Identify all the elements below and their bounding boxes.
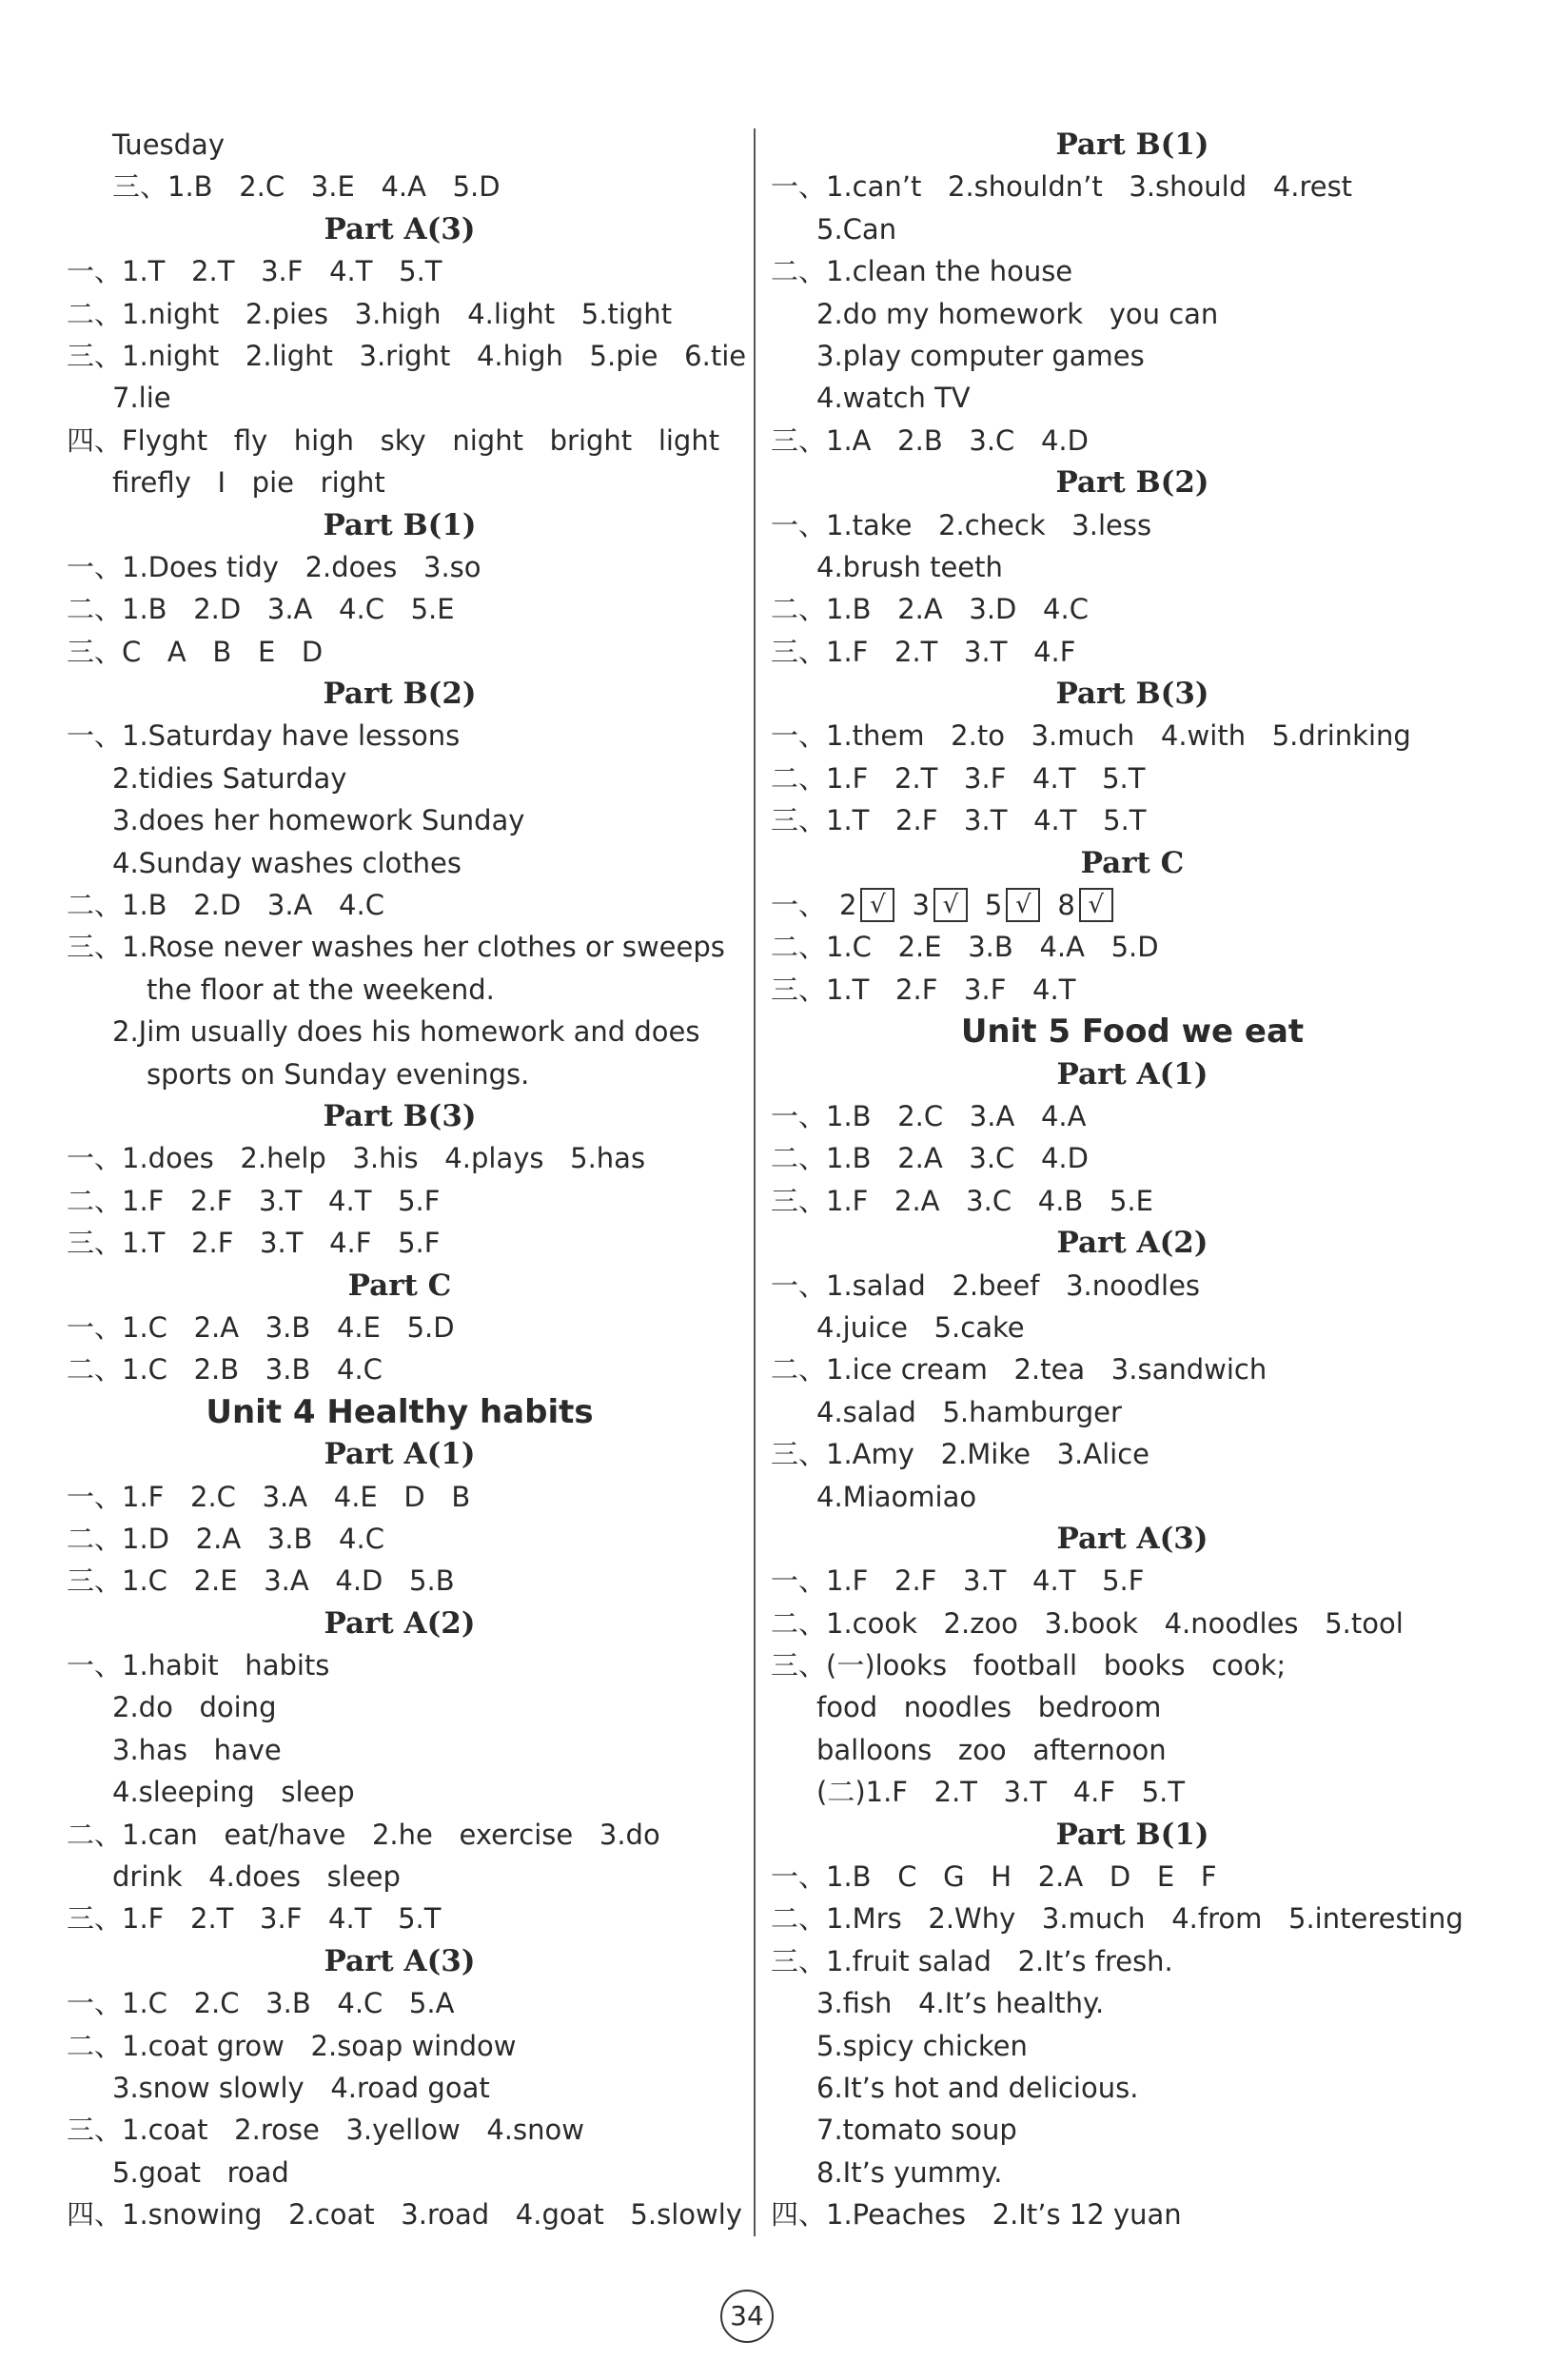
answer-line: [771, 250, 1494, 292]
answer-text: 3.fish 4.It’s healthy.: [816, 1987, 1105, 2020]
answer-text: Tuesday: [112, 128, 225, 161]
answer-line: [771, 1476, 1494, 1518]
answer-text: 二、1.coat grow 2.soap window: [67, 2029, 517, 2062]
answer-text: 一、1.take 2.check 3.less: [771, 508, 1152, 541]
section-heading: Part A(1): [324, 1437, 476, 1472]
answer-line: [67, 1011, 733, 1052]
answer-text: 一、1.can’t 2.shouldn’t 3.should 4.rest: [771, 170, 1353, 204]
answer-line: [67, 546, 733, 588]
answer-line: [67, 1686, 733, 1728]
answer-text: 二、1.F 2.T 3.F 4.T 5.T: [771, 761, 1146, 795]
answer-text: 3.play computer games: [816, 339, 1145, 372]
answer-line: [67, 884, 733, 926]
answer-text: 2.do doing: [112, 1691, 277, 1724]
unit-title: Unit 5 Food we eat: [960, 1013, 1305, 1052]
answer-line: [771, 1391, 1494, 1433]
answer-text: the floor at the weekend.: [147, 973, 495, 1006]
answer-line: [771, 335, 1494, 377]
answer-line: [771, 715, 1494, 757]
answer-line: [67, 631, 733, 673]
right-column: [771, 124, 1494, 2236]
answer-text: 二、1.D 2.A 3.B 4.C: [67, 1522, 384, 1555]
answer-line: [67, 799, 733, 841]
answer-text: drink 4.does sleep: [112, 1860, 401, 1894]
answer-line: [771, 884, 1494, 926]
answer-text: 4.juice 5.cake: [816, 1310, 1025, 1344]
answer-text: 二、1.can eat/have 2.he exercise 3.do: [67, 1818, 660, 1851]
answer-text: 三、1.Rose never washes her clothes or sweeps: [67, 931, 725, 964]
answer-line: [67, 969, 733, 1011]
answer-text: 三、C A B E D: [67, 635, 324, 668]
answer-line: [67, 757, 733, 799]
answer-line: [67, 1644, 733, 1686]
answer-line: [771, 969, 1494, 1011]
page-number: 34: [720, 2290, 774, 2343]
answer-line: [67, 293, 733, 335]
answer-text: food noodles bedroom: [816, 1691, 1162, 1724]
section-heading: Part A(2): [324, 1605, 476, 1641]
tick-box-icon: √: [1006, 888, 1040, 922]
answer-line: [67, 166, 733, 207]
section-heading: Part A(3): [1056, 1521, 1208, 1556]
answer-line: [771, 757, 1494, 799]
answer-text: 一、1.C 2.A 3.B 4.E 5.D: [67, 1310, 455, 1344]
answer-line: [67, 1180, 733, 1222]
answer-text: 四、1.snowing 2.coat 3.road 4.goat 5.slowly: [67, 2198, 742, 2232]
answer-text: 2.do my homework you can: [816, 297, 1219, 330]
answer-line: [67, 2152, 733, 2193]
answer-text: 二、1.night 2.pies 3.high 4.light 5.tight: [67, 297, 673, 330]
answer-line: [67, 462, 733, 503]
answer-text: 4.salad 5.hamburger: [816, 1395, 1122, 1428]
answer-text: 4.watch TV: [816, 382, 971, 415]
tick-box-icon: √: [933, 888, 968, 922]
answer-line: [771, 799, 1494, 841]
answer-text: 一、1.B C G H 2.A D E F: [771, 1860, 1217, 1894]
answer-line: [771, 1856, 1494, 1898]
answer-line: [67, 1137, 733, 1179]
answer-line: [67, 250, 733, 292]
answer-text: 二、1.C 2.B 3.B 4.C: [67, 1353, 383, 1387]
section-heading: Part A(1): [1056, 1056, 1208, 1092]
answer-text: 三、1.Amy 2.Mike 3.Alice: [771, 1438, 1149, 1471]
item-number: 8: [1057, 889, 1075, 922]
answer-line: [771, 166, 1494, 207]
answer-line: [67, 926, 733, 968]
answer-text: 3.does her homework Sunday: [112, 804, 525, 837]
answer-line: [771, 1940, 1494, 1982]
answer-text: 一、1.salad 2.beef 3.noodles: [771, 1269, 1201, 1302]
section-heading: Part A(3): [324, 1943, 476, 1978]
answer-text: 二、1.ice cream 2.tea 3.sandwich: [771, 1353, 1267, 1387]
answer-text: 一、1.does 2.help 3.his 4.plays 5.has: [67, 1142, 646, 1175]
left-column: [67, 124, 747, 2236]
item-number: 5: [984, 889, 1003, 922]
answer-line: [771, 2067, 1494, 2109]
section-heading: Part C: [347, 1268, 452, 1303]
answer-line: [67, 2109, 733, 2151]
answer-line: [67, 2193, 742, 2235]
section-heading: Part B(1): [1055, 1817, 1209, 1852]
answer-text: 三、1.C 2.E 3.A 4.D 5.B: [67, 1564, 455, 1598]
section-heading: Part A(2): [1056, 1226, 1208, 1261]
answer-text: 5.Can: [816, 212, 897, 246]
answer-text: 三、1.T 2.F 3.T 4.T 5.T: [771, 804, 1147, 837]
answer-line: [771, 1348, 1494, 1390]
answer-text: 6.It’s hot and delicious.: [816, 2071, 1139, 2104]
answer-line: [771, 926, 1494, 968]
answer-line: [67, 1518, 733, 1560]
answer-line: [67, 2067, 733, 2109]
answer-line: [771, 1771, 1494, 1813]
answer-line: [67, 1771, 733, 1813]
answer-line: [67, 1982, 733, 2024]
answer-text: 2.tidies Saturday: [112, 761, 347, 795]
answer-line: [67, 124, 733, 166]
answer-line: [67, 1476, 733, 1518]
answer-text: (二)1.F 2.T 3.T 4.F 5.T: [816, 1776, 1186, 1809]
answer-line: [771, 420, 1494, 462]
answer-line: [67, 1348, 733, 1390]
answer-text: 三、1.A 2.B 3.C 4.D: [771, 423, 1089, 457]
answer-line: [67, 588, 733, 630]
unit-title: Unit 4 Healthy habits: [206, 1392, 594, 1431]
answer-text: 三、1.T 2.F 3.T 4.F 5.F: [67, 1227, 441, 1260]
answer-text: 一、1.habit habits: [67, 1649, 330, 1682]
answer-text: 7.lie: [112, 382, 171, 415]
answer-text: 二、1.cook 2.zoo 3.book 4.noodles 5.tool: [771, 1606, 1404, 1640]
answer-line: [771, 546, 1494, 588]
answer-text: 三、1.fruit salad 2.It’s fresh.: [771, 1944, 1173, 1977]
answer-line: [67, 842, 733, 884]
answer-text: 三、1.F 2.A 3.C 4.B 5.E: [771, 1184, 1153, 1217]
answer-line: [771, 1686, 1494, 1728]
answer-line: [67, 377, 733, 419]
answer-line: [67, 1053, 733, 1095]
answer-text: 2.Jim usually does his homework and does: [112, 1015, 700, 1049]
tick-box-icon: √: [1079, 888, 1113, 922]
answer-text: sports on Sunday evenings.: [147, 1057, 530, 1091]
answer-line: [771, 1898, 1494, 1939]
answer-line: [771, 1265, 1494, 1307]
item-number: 2: [839, 889, 857, 922]
answer-line: [771, 1180, 1494, 1222]
answer-text: 二、1.B 2.D 3.A 4.C 5.E: [67, 593, 455, 626]
answer-text: 5.spicy chicken: [816, 2029, 1028, 2062]
answer-text: 一、1.B 2.C 3.A 4.A: [771, 1099, 1087, 1132]
answer-text: 一、1.F 2.F 3.T 4.T 5.F: [771, 1564, 1145, 1598]
answer-line: [67, 1814, 733, 1856]
section-heading: Part A(3): [324, 211, 476, 246]
answer-text: 四、Flyght fly high sky night bright light: [67, 423, 720, 457]
answer-line: [771, 1095, 1494, 1137]
answer-text: 7.tomato soup: [816, 2114, 1017, 2147]
answer-text: 二、1.B 2.A 3.D 4.C: [771, 593, 1089, 626]
answer-text: firefly I pie right: [112, 466, 385, 500]
answer-line: [771, 2109, 1494, 2151]
section-heading: Part B(1): [1055, 128, 1209, 162]
answer-text: 5.goat road: [112, 2155, 289, 2189]
section-heading: Part B(2): [323, 677, 477, 712]
answer-text: 一、1.F 2.C 3.A 4.E D B: [67, 1480, 471, 1513]
answer-text: 8.It’s yummy.: [816, 2155, 1003, 2189]
answer-text: 4.brush teeth: [816, 550, 1003, 583]
tick-box-icon: √: [860, 888, 894, 922]
answer-text: 三、1.T 2.F 3.F 4.T: [771, 973, 1076, 1006]
section-heading: Part B(3): [1055, 677, 1209, 712]
answer-text: 二、1.B 2.D 3.A 4.C: [67, 889, 384, 922]
answer-line: [771, 293, 1494, 335]
answer-text: 一、1.C 2.C 3.B 4.C 5.A: [67, 1987, 455, 2020]
answer-text: 三、1.B 2.C 3.E 4.A 5.D: [112, 170, 501, 204]
answer-line: [67, 335, 747, 377]
answer-line: [771, 588, 1494, 630]
answer-line: [771, 1560, 1494, 1602]
answer-line: [67, 715, 733, 757]
answer-text: 4.sleeping sleep: [112, 1776, 355, 1809]
section-heading: Part B(1): [323, 507, 477, 542]
answer-text: 4.Miaomiao: [816, 1480, 977, 1513]
answer-line: [67, 420, 733, 462]
answer-line: [771, 1433, 1494, 1475]
answer-line: [67, 1222, 733, 1264]
answer-line: [771, 1644, 1494, 1686]
answer-text: 二、1.Mrs 2.Why 3.much 4.from 5.interesting: [771, 1902, 1464, 1936]
answer-line: [771, 2152, 1494, 2193]
answer-line: [67, 1856, 733, 1898]
answer-text: 4.Sunday washes clothes: [112, 846, 462, 879]
answer-text: 三、1.coat 2.rose 3.yellow 4.snow: [67, 2114, 584, 2147]
answer-text: 三、1.night 2.light 3.right 4.high 5.pie 6.tie: [67, 339, 747, 372]
answer-text: 3.snow slowly 4.road goat: [112, 2071, 490, 2104]
answer-text: 二、1.B 2.A 3.C 4.D: [771, 1142, 1089, 1175]
answer-text: 一、1.T 2.T 3.F 4.T 5.T: [67, 255, 442, 288]
answer-text: 一、1.Saturday have lessons: [67, 719, 461, 753]
section-heading: Part B(3): [323, 1098, 477, 1133]
answer-line: [771, 2025, 1494, 2067]
section-heading: Part B(2): [1055, 465, 1209, 501]
answer-line: [771, 631, 1494, 673]
answer-line: [67, 1898, 733, 1939]
item-number: 3: [912, 889, 930, 922]
answer-line: [771, 1307, 1494, 1348]
answer-line: [771, 377, 1494, 419]
answer-text: 二、1.F 2.F 3.T 4.T 5.F: [67, 1184, 441, 1217]
answer-line: [771, 504, 1494, 546]
answer-line: [771, 1982, 1494, 2024]
answer-line: [771, 1603, 1494, 1644]
answer-prefix: 一、: [771, 889, 827, 922]
answer-line: [771, 2193, 1494, 2235]
answer-line: [67, 1729, 733, 1771]
answer-line: [67, 1560, 733, 1602]
answer-text: 二、1.C 2.E 3.B 4.A 5.D: [771, 931, 1159, 964]
answer-text: 3.has have: [112, 1733, 282, 1766]
answer-text: 一、1.them 2.to 3.much 4.with 5.drinking: [771, 719, 1411, 753]
answer-line: [67, 2025, 733, 2067]
answer-text: 三、1.F 2.T 3.F 4.T 5.T: [67, 1902, 442, 1936]
answer-line: [67, 1307, 733, 1348]
answer-text: balloons zoo afternoon: [816, 1733, 1167, 1766]
answer-line: [771, 208, 1494, 250]
column-divider: [754, 128, 756, 2236]
answer-text: 三、1.F 2.T 3.T 4.F: [771, 635, 1076, 668]
answer-text: 三、(一)looks football books cook;: [771, 1649, 1287, 1682]
answer-text: 二、1.clean the house: [771, 255, 1073, 288]
answer-text: 四、1.Peaches 2.It’s 12 yuan: [771, 2198, 1182, 2232]
answer-text: 一、1.Does tidy 2.does 3.so: [67, 550, 481, 583]
answer-line: [771, 1137, 1494, 1179]
section-heading: Part C: [1080, 845, 1185, 880]
answer-line: [771, 1729, 1494, 1771]
